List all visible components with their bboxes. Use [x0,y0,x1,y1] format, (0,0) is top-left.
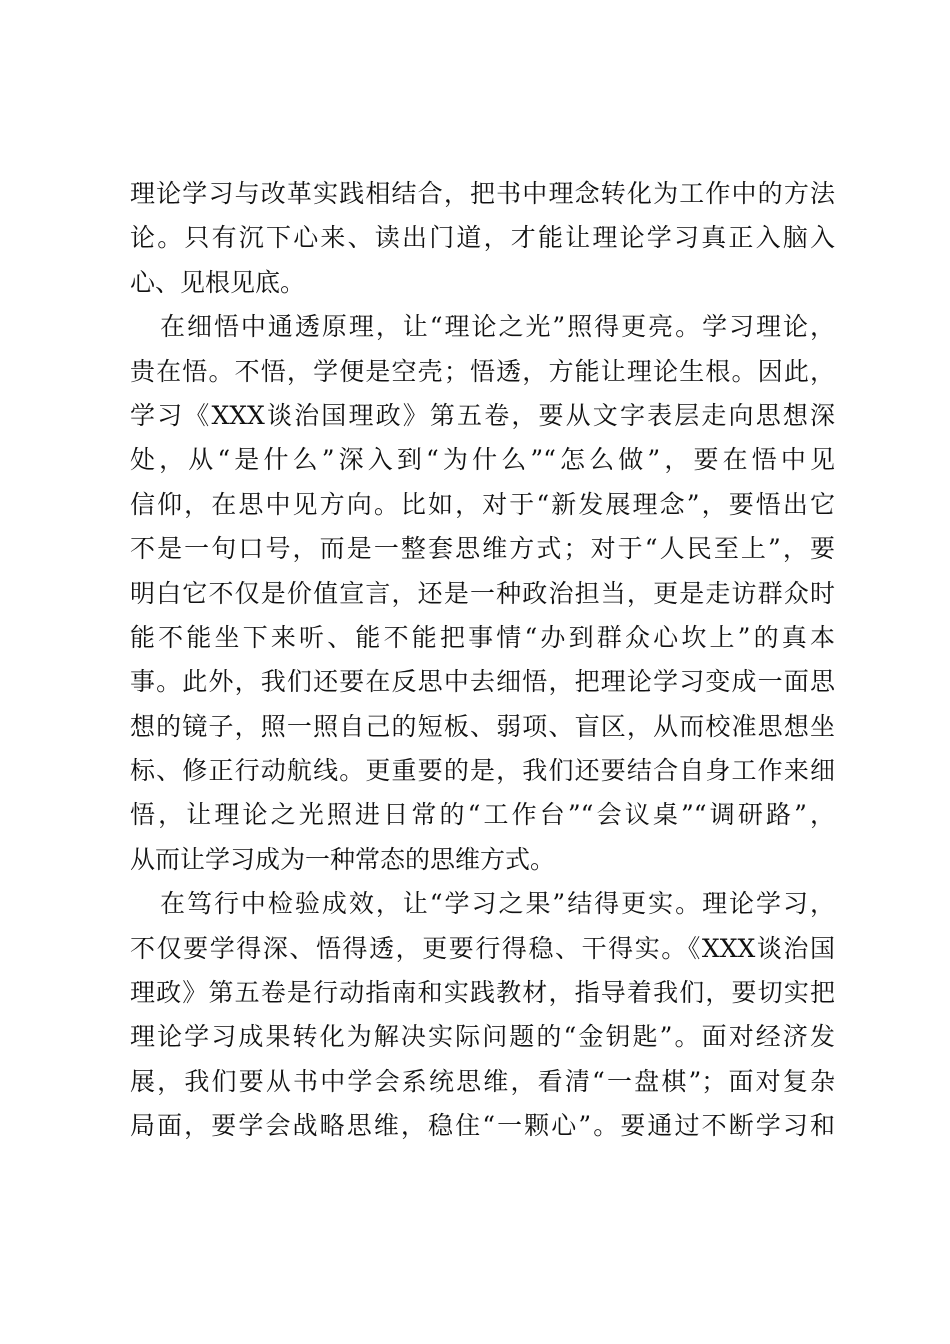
text-line: 悟，让理论之光照进日常的“工作台”“会议桌”“调研路”， [130,800,835,830]
text-line: 处，从“是什么”深入到“为什么”“怎么做”，要在悟中见 [130,445,835,475]
text-line: 事。此外，我们还要在反思中去细悟，把理论学习变成一面思 [130,667,835,697]
text-line: 贵在悟。不悟，学便是空壳；悟透，方能让理论生根。因此， [130,356,835,386]
text-line: 标、修正行动航线。更重要的是，我们还要结合自身工作来细 [130,756,835,786]
text-line: 想的镜子，照一照自己的短板、弱项、盲区，从而校准思想坐 [130,711,835,741]
text-line: 信仰，在思中见方向。比如，对于“新发展理念”，要悟出它 [130,489,835,519]
text-line: 理论学习成果转化为解决实际问题的“金钥匙”。面对经济发 [130,1022,835,1052]
paragraph-2 [130,305,835,882]
text-line: 在细悟中通透原理，让“理论之光”照得更亮。学习理论， [160,312,835,342]
text-line: 学习《XXX谈治国理政》第五卷，要从文字表层走向思想深 [130,400,835,430]
text-line: 论。只有沉下心来、读出门道，才能让理论学习真正入脑入 [130,223,835,253]
paragraph-1 [130,172,835,305]
text-line: 明白它不仅是价值宣言，还是一种政治担当，更是走访群众时 [130,578,835,608]
text-line: 理论学习与改革实践相结合，把书中理念转化为工作中的方法 [130,179,835,208]
document-page [130,172,835,1149]
paragraph-3 [130,882,835,1148]
text-line: 能不能坐下来听、能不能把事情“办到群众心坎上”的真本 [130,622,835,652]
text-line: 从而让学习成为一种常态的思维方式。 [130,844,556,874]
text-line: 在笃行中检验成效，让“学习之果”结得更实。理论学习， [160,889,835,919]
text-line: 局面，要学会战略思维，稳住“一颗心”。要通过不断学习和 [130,1111,835,1141]
text-line: 展，我们要从书中学会系统思维，看清“一盘棋”；面对复杂 [130,1066,835,1096]
text-line: 心、见根见底。 [130,267,306,297]
text-line: 理政》第五卷是行动指南和实践教材，指导着我们，要切实把 [130,978,835,1008]
text-line: 不仅要学得深、悟得透，更要行得稳、干得实。《XXX谈治国 [130,933,835,963]
text-line: 不是一句口号，而是一整套思维方式；对于“人民至上”，要 [130,534,835,564]
